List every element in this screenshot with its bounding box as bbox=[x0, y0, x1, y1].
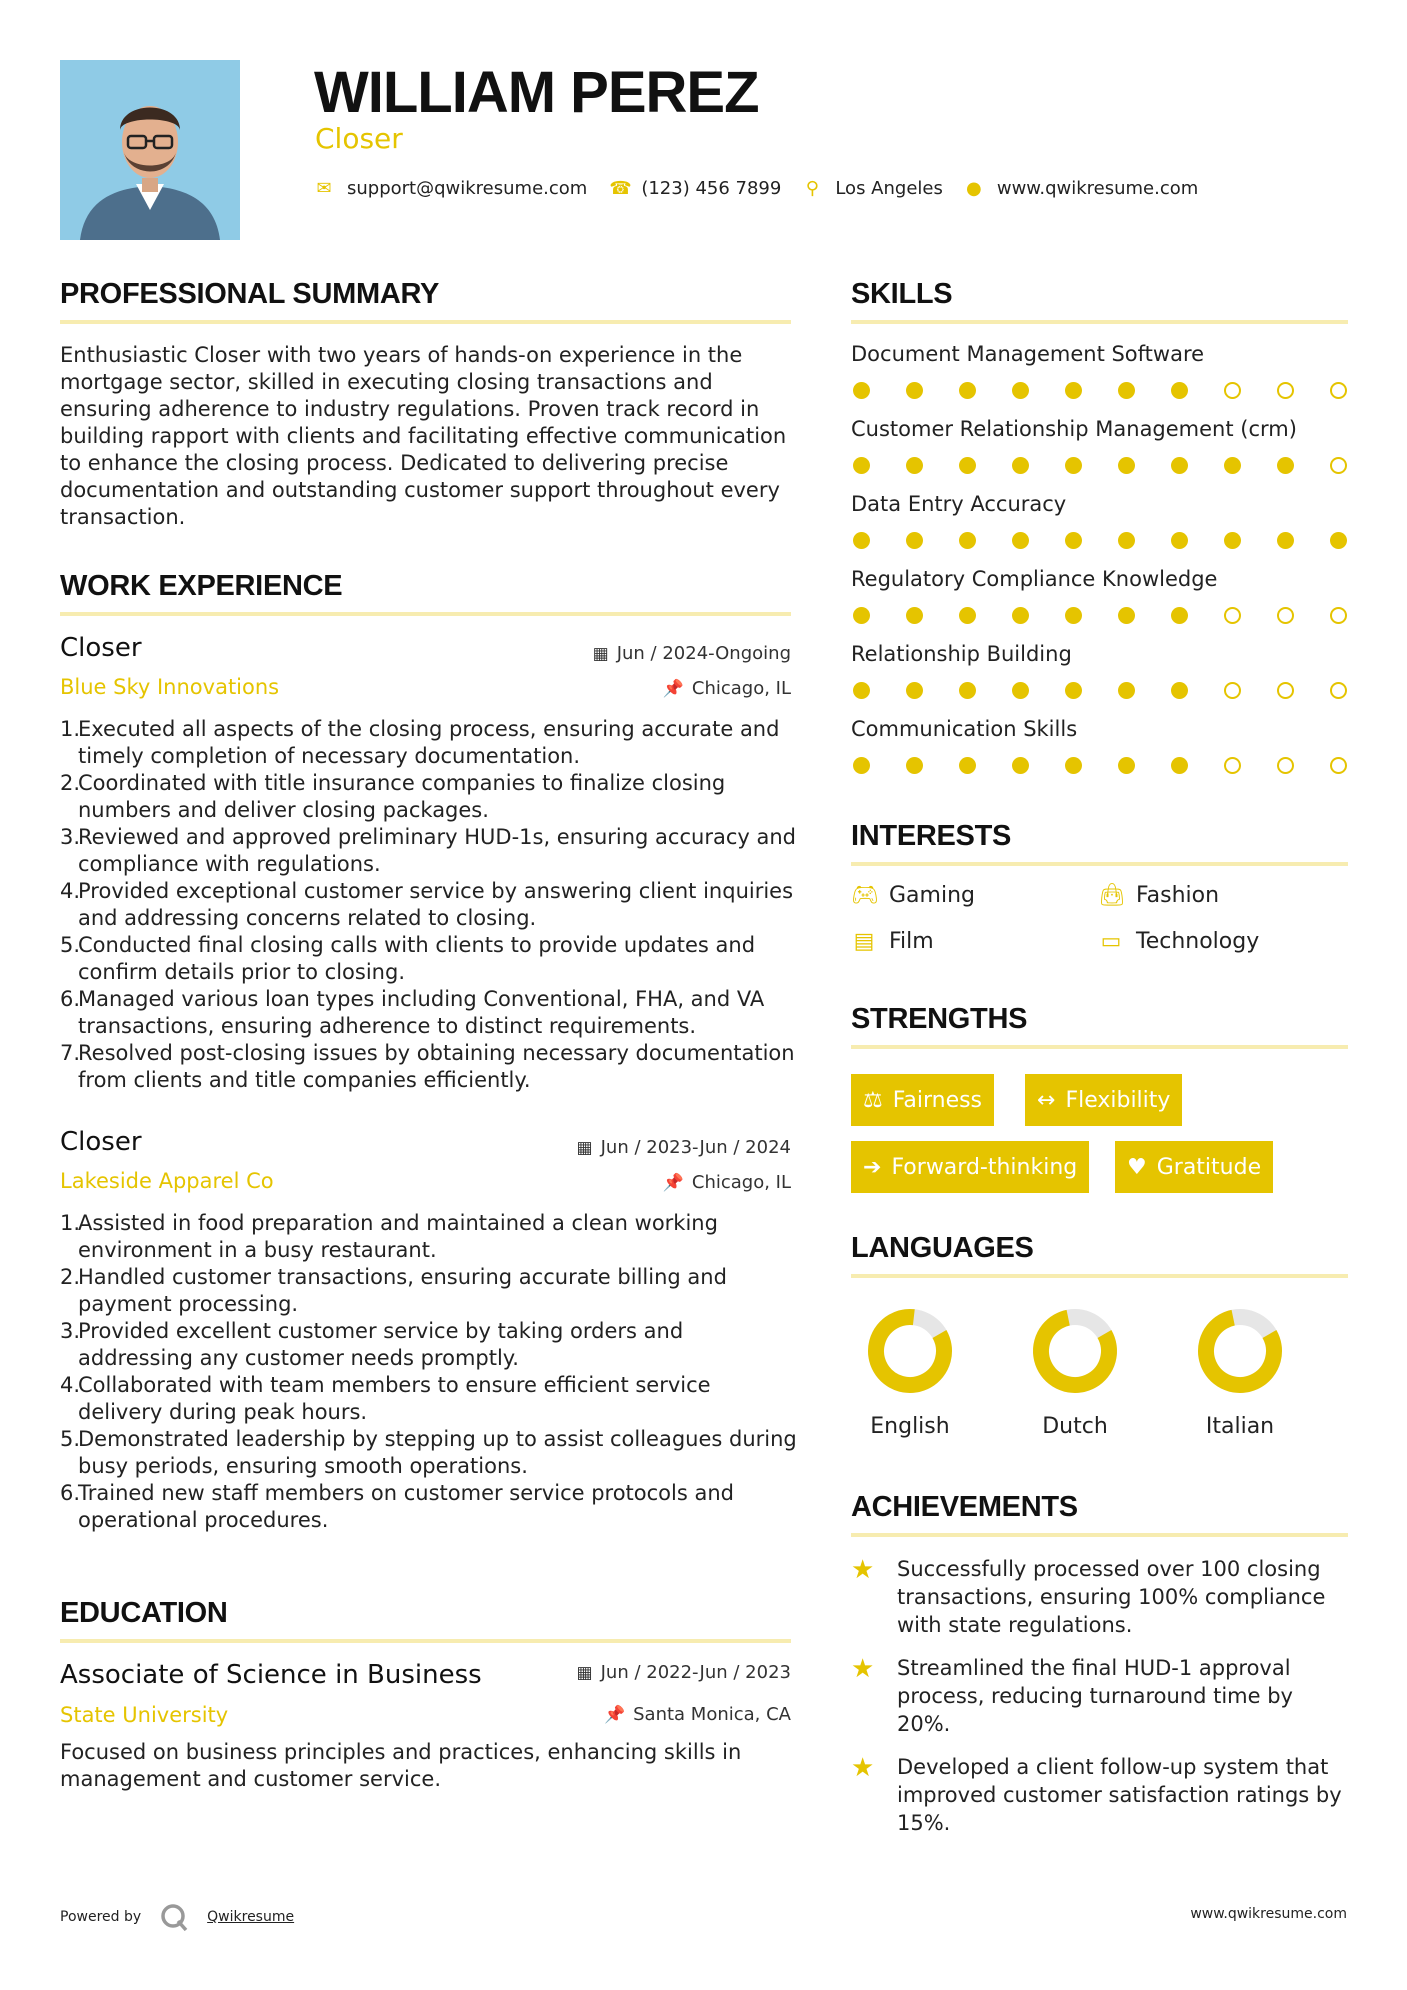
list-item: 1. Assisted in food preparation and maintained a clean working environment in a busy restaurant. bbox=[60, 1211, 718, 1262]
rating-dot-filled bbox=[906, 757, 923, 774]
rating-dot-filled bbox=[1118, 757, 1135, 774]
scale-icon: ⚖ bbox=[863, 1087, 883, 1113]
language-english bbox=[845, 1306, 975, 1439]
strengths-rule bbox=[851, 1045, 1348, 1049]
strength-forward-thinking bbox=[851, 1141, 1089, 1193]
job-1-dates bbox=[593, 643, 791, 664]
rating-dot-filled bbox=[853, 457, 870, 474]
rating-dot-filled bbox=[906, 682, 923, 699]
job-2-location bbox=[663, 1172, 791, 1193]
education-rule bbox=[60, 1639, 791, 1643]
skills-rule bbox=[851, 320, 1348, 324]
rating-dot-filled bbox=[853, 382, 870, 399]
map-pin-icon: ⚲ bbox=[805, 178, 819, 199]
rating-dot-empty bbox=[1330, 607, 1347, 624]
strength-label: Forward-thinking bbox=[891, 1154, 1078, 1180]
list-item: 5. Conducted final closing calls with clients to provide updates and confirm details prior to closing. bbox=[60, 933, 756, 984]
rating-dot-filled bbox=[1065, 757, 1082, 774]
education-dates-text: Jun / 2022-Jun / 2023 bbox=[600, 1662, 791, 1683]
star-icon: ★ bbox=[851, 1753, 875, 1783]
strength-flexibility bbox=[1025, 1074, 1182, 1126]
star-icon: ★ bbox=[851, 1555, 875, 1585]
rating-dot-filled bbox=[1012, 757, 1029, 774]
languages-heading: LANGUAGES bbox=[851, 1232, 1034, 1264]
language-italian bbox=[1175, 1306, 1305, 1439]
rating-dot-filled bbox=[1118, 382, 1135, 399]
language-donut bbox=[1030, 1306, 1120, 1396]
email-text: support@qwikresume.com bbox=[347, 178, 588, 199]
rating-dot-filled bbox=[1171, 682, 1188, 699]
rating-dot-empty bbox=[1330, 757, 1347, 774]
rating-dot-filled bbox=[906, 457, 923, 474]
education-description: Focused on business principles and practices, enhancing skills in management and customer service. bbox=[60, 1740, 742, 1791]
bag-icon: 👜︎ bbox=[1098, 883, 1126, 908]
location-text: Los Angeles bbox=[835, 178, 943, 199]
pin-icon: 📌 bbox=[662, 1173, 684, 1193]
strength-gratitude bbox=[1115, 1141, 1273, 1193]
rating-dot-filled bbox=[853, 532, 870, 549]
job-1-bullets bbox=[60, 716, 800, 1094]
list-item: 3. Reviewed and approved preliminary HUD-1s, ensuring accuracy and compliance with regulations. bbox=[60, 825, 796, 876]
footer-url[interactable]: www.qwikresume.com bbox=[1190, 1906, 1347, 1922]
rating-dot-filled bbox=[1065, 457, 1082, 474]
strength-label: Flexibility bbox=[1065, 1087, 1171, 1113]
list-item: 4. Provided exceptional customer service by answering client inquiries and addressing concerns related to closing. bbox=[60, 879, 794, 930]
job-2-title: Closer bbox=[60, 1127, 142, 1157]
list-item: 6. Managed various loan types including Conventional, FHA, and VA transactions, ensuring adherence to distinct requirements. bbox=[60, 987, 765, 1038]
rating-dot-filled bbox=[1171, 382, 1188, 399]
achievement-item bbox=[851, 1555, 1351, 1639]
list-item: 2. Coordinated with title insurance companies to finalize closing numbers and deliver closing packages. bbox=[60, 771, 726, 822]
globe-icon: ● bbox=[965, 178, 982, 199]
rating-dot-filled bbox=[959, 757, 976, 774]
interest-label: Technology bbox=[1136, 929, 1260, 954]
interest-label: Gaming bbox=[889, 883, 975, 908]
job-2-location-text: Chicago, IL bbox=[691, 1172, 791, 1193]
candidate-title: Closer bbox=[315, 122, 403, 155]
rating-dot-empty bbox=[1224, 382, 1241, 399]
rating-dot-filled bbox=[1012, 532, 1029, 549]
contact-phone[interactable] bbox=[609, 178, 781, 199]
rating-dot-empty bbox=[1224, 757, 1241, 774]
rating-dot-filled bbox=[1118, 682, 1135, 699]
profile-photo bbox=[60, 60, 240, 240]
arrow-right-icon: ➔ bbox=[863, 1154, 882, 1180]
rating-dot-filled bbox=[959, 457, 976, 474]
qwikresume-logo-icon bbox=[159, 1902, 189, 1932]
list-item: 6. Trained new staff members on customer service protocols and operational procedures. bbox=[60, 1481, 734, 1532]
achievement-text: Streamlined the final HUD-1 approval process, reducing turnaround time by 20%. bbox=[897, 1656, 1293, 1736]
powered-by-text: Powered by bbox=[60, 1909, 142, 1925]
list-item: 1. Executed all aspects of the closing process, ensuring accurate and timely completion of necessary documentation. bbox=[60, 717, 780, 768]
rating-dot-filled bbox=[906, 532, 923, 549]
job-1-location-text: Chicago, IL bbox=[691, 678, 791, 699]
candidate-name: WILLIAM PEREZ bbox=[314, 60, 759, 125]
website-text: www.qwikresume.com bbox=[996, 178, 1199, 199]
rating-dot-filled bbox=[1118, 532, 1135, 549]
skill-rating bbox=[853, 532, 1347, 549]
list-item: 7. Resolved post-closing issues by obtaining necessary documentation from clients and title companies efficiently. bbox=[60, 1041, 795, 1092]
rating-dot-filled bbox=[853, 757, 870, 774]
job-2-dates bbox=[577, 1137, 791, 1158]
language-dutch bbox=[1010, 1306, 1140, 1439]
rating-dot-filled bbox=[1012, 457, 1029, 474]
rating-dot-filled bbox=[853, 607, 870, 624]
rating-dot-filled bbox=[1277, 457, 1294, 474]
interest-fashion bbox=[1098, 883, 1219, 908]
achievement-item bbox=[851, 1654, 1351, 1738]
rating-dot-empty bbox=[1277, 607, 1294, 624]
rating-dot-filled bbox=[959, 382, 976, 399]
rating-dot-filled bbox=[1012, 607, 1029, 624]
language-name: Dutch bbox=[1042, 1414, 1108, 1439]
rating-dot-filled bbox=[1012, 682, 1029, 699]
skill-rating bbox=[853, 607, 1347, 624]
footer-powered-by bbox=[60, 1902, 294, 1932]
skill-name: Customer Relationship Management (crm) bbox=[851, 417, 1297, 441]
summary-rule bbox=[60, 320, 791, 324]
school-name: State University bbox=[60, 1703, 229, 1727]
phone-icon: ☎ bbox=[609, 178, 632, 199]
skill-rating bbox=[853, 457, 1347, 474]
contact-website[interactable] bbox=[965, 178, 1198, 199]
rating-dot-filled bbox=[1224, 457, 1241, 474]
rating-dot-filled bbox=[1065, 682, 1082, 699]
interest-label: Fashion bbox=[1136, 883, 1220, 908]
achievement-item bbox=[851, 1753, 1351, 1837]
rating-dot-filled bbox=[906, 382, 923, 399]
strength-fairness bbox=[851, 1074, 994, 1126]
education-location-text: Santa Monica, CA bbox=[633, 1704, 791, 1725]
achievements-heading: ACHIEVEMENTS bbox=[851, 1491, 1078, 1523]
rating-dot-filled bbox=[1118, 457, 1135, 474]
rating-dot-filled bbox=[959, 532, 976, 549]
job-1-company: Blue Sky Innovations bbox=[60, 675, 280, 699]
strength-label: Fairness bbox=[892, 1087, 983, 1113]
list-item: 4. Collaborated with team members to ensure efficient service delivery during peak hours. bbox=[60, 1373, 711, 1424]
rating-dot-filled bbox=[853, 682, 870, 699]
rating-dot-empty bbox=[1330, 682, 1347, 699]
education-heading: EDUCATION bbox=[60, 1597, 228, 1629]
education-location bbox=[604, 1704, 791, 1725]
rating-dot-filled bbox=[1171, 532, 1188, 549]
skill-name: Communication Skills bbox=[851, 717, 1078, 741]
rating-dot-filled bbox=[1171, 607, 1188, 624]
rating-dot-filled bbox=[1330, 532, 1347, 549]
job-2-company: Lakeside Apparel Co bbox=[60, 1169, 274, 1193]
rating-dot-filled bbox=[959, 607, 976, 624]
rating-dot-empty bbox=[1277, 682, 1294, 699]
skill-name: Document Management Software bbox=[851, 342, 1205, 366]
skill-name: Relationship Building bbox=[851, 642, 1072, 666]
calendar-icon: ▦ bbox=[576, 1663, 593, 1683]
languages-rule bbox=[851, 1274, 1348, 1278]
achievements-rule bbox=[851, 1533, 1348, 1537]
job-1-title: Closer bbox=[60, 633, 142, 663]
pin-icon: 📌 bbox=[603, 1705, 626, 1725]
rating-dot-empty bbox=[1224, 682, 1241, 699]
education-dates bbox=[577, 1662, 791, 1683]
contact-bar bbox=[315, 178, 1220, 199]
list-item: 3. Provided excellent customer service by taking orders and addressing any customer needs promptly. bbox=[60, 1319, 684, 1370]
skill-rating bbox=[853, 382, 1347, 399]
language-name: Italian bbox=[1205, 1414, 1275, 1439]
calendar-icon: ▦ bbox=[576, 1138, 593, 1158]
skill-rating bbox=[853, 757, 1347, 774]
rating-dot-filled bbox=[959, 682, 976, 699]
pin-icon: 📌 bbox=[662, 679, 684, 699]
calendar-icon: ▦ bbox=[592, 644, 609, 664]
job-2-dates-text: Jun / 2023-Jun / 2024 bbox=[600, 1137, 791, 1158]
interests-heading: INTERESTS bbox=[851, 820, 1012, 852]
rating-dot-filled bbox=[906, 607, 923, 624]
list-item: 5. Demonstrated leadership by stepping up to assist colleagues during busy periods, ensuring smooth operations. bbox=[60, 1427, 797, 1478]
gamepad-icon: 🎮︎ bbox=[851, 883, 879, 908]
skills-heading: SKILLS bbox=[851, 278, 953, 310]
rating-dot-empty bbox=[1330, 382, 1347, 399]
rating-dot-filled bbox=[1118, 607, 1135, 624]
summary-text: Enthusiastic Closer with two years of hands-on experience in the mortgage sector, skilled in executing closing transactions and ensuring adherence to industry regulations. Proven track record in building rapport with clients and facilitating effective communication to enhance the closing process. Dedicated to delivering precise documentation and outstanding customer support throughout every transaction. bbox=[60, 343, 787, 529]
skill-name: Data Entry Accuracy bbox=[851, 492, 1067, 516]
rating-dot-filled bbox=[1171, 457, 1188, 474]
rating-dot-filled bbox=[1065, 382, 1082, 399]
rating-dot-filled bbox=[1012, 382, 1029, 399]
job-1-dates-text: Jun / 2024-Ongoing bbox=[616, 643, 791, 664]
interest-film bbox=[851, 929, 934, 954]
rating-dot-empty bbox=[1330, 457, 1347, 474]
contact-location bbox=[803, 178, 943, 199]
interest-label: Film bbox=[889, 929, 934, 954]
interest-gaming bbox=[851, 883, 975, 908]
list-item: 2. Handled customer transactions, ensuring accurate billing and payment processing. bbox=[60, 1265, 727, 1316]
heart-icon: ♥ bbox=[1127, 1154, 1147, 1180]
film-icon: ▤ bbox=[853, 929, 875, 954]
rating-dot-filled bbox=[1277, 532, 1294, 549]
interest-technology bbox=[1098, 929, 1259, 954]
language-donut bbox=[1195, 1306, 1285, 1396]
star-icon: ★ bbox=[851, 1654, 875, 1684]
rating-dot-filled bbox=[1065, 532, 1082, 549]
degree-title: Associate of Science in Business bbox=[60, 1660, 482, 1690]
envelope-icon: ✉ bbox=[316, 178, 332, 199]
person-portrait-icon bbox=[60, 60, 240, 240]
rating-dot-filled bbox=[1171, 757, 1188, 774]
skill-rating bbox=[853, 682, 1347, 699]
job-2-bullets bbox=[60, 1210, 800, 1534]
qwikresume-link[interactable]: Qwikresume bbox=[207, 1909, 295, 1925]
rating-dot-empty bbox=[1277, 382, 1294, 399]
strength-label: Gratitude bbox=[1156, 1154, 1262, 1180]
experience-heading: WORK EXPERIENCE bbox=[60, 570, 343, 602]
skill-name: Regulatory Compliance Knowledge bbox=[851, 567, 1218, 591]
donut-fill bbox=[865, 1306, 955, 1396]
rating-dot-filled bbox=[1224, 532, 1241, 549]
job-1-location bbox=[663, 678, 791, 699]
arrows-icon: ↔ bbox=[1037, 1087, 1056, 1113]
achievement-text: Successfully processed over 100 closing transactions, ensuring 100% compliance with state regulations. bbox=[897, 1557, 1326, 1637]
interests-rule bbox=[851, 862, 1348, 866]
contact-email[interactable] bbox=[315, 178, 587, 199]
rating-dot-empty bbox=[1277, 757, 1294, 774]
laptop-icon: ▭ bbox=[1100, 929, 1122, 954]
language-name: English bbox=[870, 1414, 950, 1439]
phone-text: (123) 456 7899 bbox=[641, 178, 782, 199]
strengths-heading: STRENGTHS bbox=[851, 1003, 1028, 1035]
achievement-text: Developed a client follow-up system that improved customer satisfaction ratings by 15%. bbox=[897, 1755, 1342, 1835]
language-donut bbox=[865, 1306, 955, 1396]
rating-dot-filled bbox=[1065, 607, 1082, 624]
experience-rule bbox=[60, 612, 791, 616]
summary-heading: PROFESSIONAL SUMMARY bbox=[60, 278, 440, 310]
rating-dot-empty bbox=[1224, 607, 1241, 624]
